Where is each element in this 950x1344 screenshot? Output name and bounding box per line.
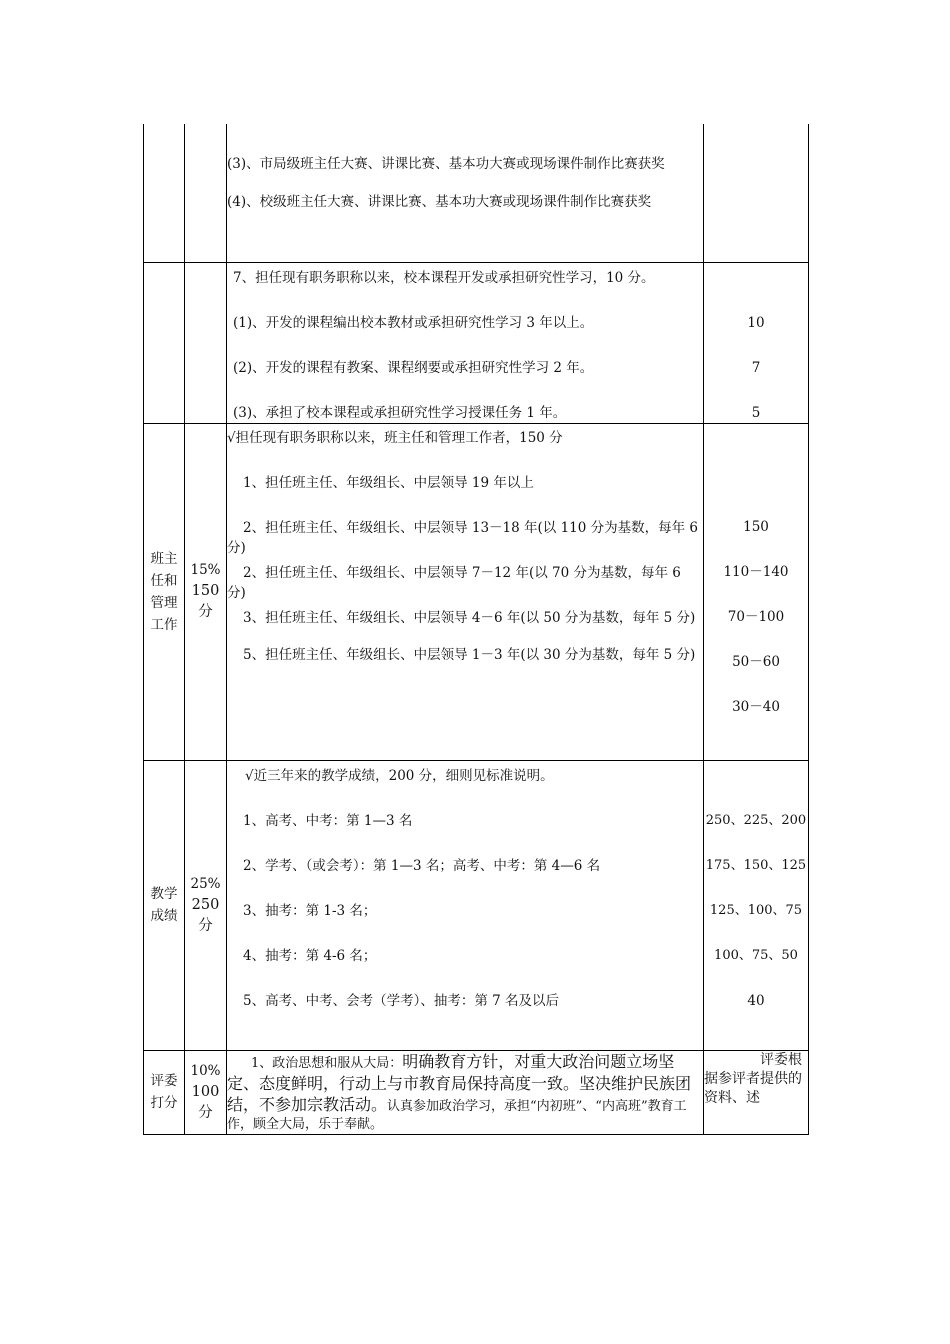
criteria-lead: 1、政治思想和服从大局： bbox=[251, 1055, 403, 1071]
category-cell bbox=[144, 124, 185, 262]
table-row-awards bbox=[144, 124, 809, 262]
category-label: 工作 bbox=[150, 616, 178, 633]
weight-cell bbox=[185, 760, 227, 1050]
points-value: 50－60 bbox=[732, 653, 780, 670]
weight-cell bbox=[185, 262, 227, 423]
points-value: 100、75、50 bbox=[714, 947, 798, 963]
category-label: 打分 bbox=[150, 1095, 178, 1111]
points-value: 110－140 bbox=[723, 563, 789, 580]
points-cell bbox=[704, 760, 809, 1050]
weight-cell bbox=[185, 124, 227, 262]
weight-percent: 15% bbox=[190, 562, 221, 578]
evaluation-table bbox=[143, 124, 809, 1135]
category-label: 任和 bbox=[150, 572, 178, 589]
criteria-item: (3)、承担了校本课程或承担研究性学习授课任务 1 年。 bbox=[233, 404, 567, 421]
weight-unit: 分 bbox=[198, 1104, 213, 1121]
points-value: 70－100 bbox=[727, 608, 785, 625]
points-value: 5 bbox=[751, 404, 761, 421]
category-cell bbox=[144, 262, 185, 423]
weight-score: 100 bbox=[191, 1083, 220, 1100]
points-value: 250、225、200 bbox=[705, 812, 807, 828]
points-note: 评委根据参评者提供的资料、述 bbox=[704, 1051, 802, 1106]
criteria-header: 7、担任现有职务职称以来，校本课程开发或承担研究性学习，10 分。 bbox=[233, 269, 655, 286]
points-value: 10 bbox=[747, 314, 765, 331]
weight-percent: 25% bbox=[190, 875, 221, 892]
criteria-item: (4)、校级班主任大赛、讲课比赛、基本功大赛或现场课件制作比赛获奖 bbox=[227, 194, 652, 210]
criteria-item: 2、担任班主任、年级组长、中层领导 13－18 年(以 110 分为基数，每年 6 分) bbox=[227, 519, 699, 556]
points-cell bbox=[704, 1050, 809, 1134]
criteria-emphasis: 明确教育方针，对重大政治问题立场坚定、态度鲜明，行动上与市教育局保持高度一致。坚决维护民族团结，不参加宗教活动。 bbox=[227, 1051, 692, 1114]
points-value: 150 bbox=[743, 518, 769, 535]
weight-cell bbox=[185, 423, 227, 760]
criteria-item: 1、高考、中考：第 1—3 名 bbox=[243, 812, 413, 829]
weight-unit: 分 bbox=[198, 917, 213, 934]
criteria-cell bbox=[227, 423, 704, 760]
criteria-item: 1、担任班主任、年级组长、中层领导 19 年以上 bbox=[243, 474, 534, 491]
points-value: 40 bbox=[747, 992, 765, 1009]
category-cell bbox=[144, 1050, 185, 1134]
category-label: 成绩 bbox=[150, 908, 178, 924]
criteria-item: 5、高考、中考、会考（学考）、抽考：第 7 名及以后 bbox=[243, 992, 560, 1009]
weight-score: 150 bbox=[191, 583, 220, 599]
weight-score: 250 bbox=[191, 896, 220, 913]
table-row-homeroom-management bbox=[144, 423, 809, 760]
weight-unit: 分 bbox=[198, 604, 213, 620]
category-label: 班主 bbox=[150, 550, 178, 567]
category-label: 管理 bbox=[150, 594, 178, 611]
weight-percent: 10% bbox=[190, 1062, 221, 1079]
category-cell bbox=[144, 760, 185, 1050]
table-row-panel-score bbox=[144, 1050, 809, 1134]
criteria-item: 2、担任班主任、年级组长、中层领导 7－12 年(以 70 分为基数，每年 6 分) bbox=[227, 564, 681, 601]
points-cell bbox=[704, 423, 809, 760]
criteria-item: 2、学考、（或会考）：第 1—3 名；高考、中考：第 4—6 名 bbox=[243, 857, 601, 874]
weight-cell bbox=[185, 1050, 227, 1134]
criteria-item: 3、担任班主任、年级组长、中层领导 4－6 年(以 50 分为基数，每年 5 分) bbox=[243, 609, 696, 626]
criteria-item: 4、抽考：第 4-6 名； bbox=[243, 947, 377, 964]
criteria-item: 5、担任班主任、年级组长、中层领导 1－3 年(以 30 分为基数，每年 5 分) bbox=[243, 646, 696, 663]
criteria-header: √近三年来的教学成绩，200 分，细则见标准说明。 bbox=[245, 767, 554, 784]
category-label: 教学 bbox=[150, 886, 178, 902]
criteria-item: 3、抽考：第 1-3 名； bbox=[243, 902, 377, 919]
points-value: 30－40 bbox=[732, 698, 780, 715]
points-value: 175、150、125 bbox=[705, 857, 807, 873]
criteria-paragraph bbox=[227, 1051, 703, 1134]
points-cell bbox=[704, 262, 809, 423]
criteria-cell bbox=[227, 760, 704, 1050]
criteria-header: √担任现有职务职称以来，班主任和管理工作者，150 分 bbox=[227, 429, 563, 446]
criteria-cell bbox=[227, 262, 704, 423]
points-value: 125、100、75 bbox=[709, 902, 803, 918]
category-cell bbox=[144, 423, 185, 760]
criteria-detail: 认真参加政治学习，承担“内初班”、“内高班”教育工作，顾全大局，乐于奉献。 bbox=[227, 1098, 687, 1132]
table-row-teaching-results bbox=[144, 760, 809, 1050]
criteria-item: (2)、开发的课程有教案、课程纲要或承担研究性学习 2 年。 bbox=[233, 359, 594, 376]
criteria-item: (3)、市局级班主任大赛、讲课比赛、基本功大赛或现场课件制作比赛获奖 bbox=[227, 156, 665, 172]
criteria-cell bbox=[227, 124, 704, 262]
criteria-item: (1)、开发的课程编出校本教材或承担研究性学习 3 年以上。 bbox=[233, 314, 594, 331]
table-row-school-curriculum bbox=[144, 262, 809, 423]
points-cell bbox=[704, 124, 809, 262]
category-label: 评委 bbox=[150, 1073, 178, 1089]
points-value: 7 bbox=[751, 359, 761, 376]
criteria-cell bbox=[227, 1050, 704, 1134]
